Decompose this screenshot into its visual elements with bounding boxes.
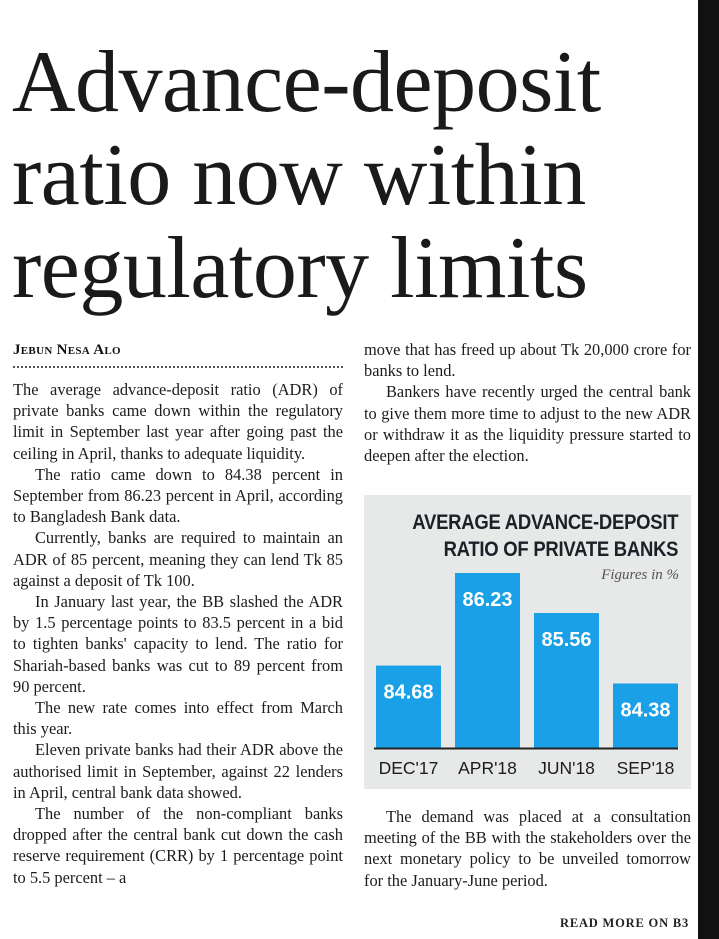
article-column-2-bottom <box>364 806 691 891</box>
read-more-link[interactable]: READ MORE ON B3 <box>560 916 690 930</box>
article-column-2-top <box>364 339 691 466</box>
x-tick-label: SEP'18 <box>616 758 675 778</box>
bar-value-label: 84.68 <box>383 681 434 704</box>
paragraph: The number of the non-compliant banks dropped after the central bank cut down the cash reserve requirement (CRR) by 1 percentage point to 5.5 percent – a <box>13 804 343 887</box>
bar-value-label: 85.56 <box>541 629 592 652</box>
x-tick-label: DEC'17 <box>378 758 439 778</box>
headline <box>12 36 702 315</box>
chart-panel <box>364 495 691 789</box>
headline-line: regulatory limits <box>12 220 588 317</box>
paragraph: Eleven private banks had their ADR above the authorised limit in September, against 22 lenders in April, central bank data showed. <box>13 740 343 802</box>
paragraph: Bankers have recently urged the central bank to give them more time to adjust to the new ADR or withdraw it as the liquidity pressure started to deepen after the election. <box>364 382 691 466</box>
byline-divider <box>13 366 343 368</box>
headline-line: Advance-deposit <box>12 34 601 131</box>
chart-title <box>412 509 678 563</box>
paragraph: move that has freed up about Tk 20,000 crore for banks to lend. <box>364 340 691 381</box>
headline-line: ratio now within <box>12 127 586 224</box>
paragraph: Currently, banks are required to maintain an ADR of 85 percent, meaning they can lend Tk 85 against a deposit of Tk 100. <box>13 528 343 590</box>
paragraph: The ratio came down to 84.38 percent in September from 86.23 percent in April, according to Bangladesh Bank data. <box>13 464 343 527</box>
paragraph: In January last year, the BB slashed the ADR by 1.5 percentage points to 83.5 percent in a bid to tighten banks' capacity to lend. The ratio for Shariah-based banks was cut to 89 percent from 90 percent. <box>13 592 343 696</box>
paragraph: The demand was placed at a consultation meeting of the BB with the stakeholders over the next monetary policy to be unveiled tomorrow for the January-June period. <box>364 807 691 890</box>
article-column-1 <box>13 379 343 888</box>
bar-value-label: 86.23 <box>462 589 513 611</box>
bar-value-label: 84.38 <box>620 699 671 722</box>
byline: Jebun Nesa Alo <box>13 342 121 358</box>
bar <box>376 666 441 748</box>
x-tick-label: JUN'18 <box>538 758 595 778</box>
chart-unit-note: Figures in % <box>601 567 679 583</box>
x-tick-label: APR'18 <box>458 758 517 778</box>
chart-title-line: AVERAGE ADVANCE-DEPOSIT <box>412 510 678 534</box>
paragraph: The new rate comes into effect from March this year. <box>13 698 343 739</box>
chart-title-line: RATIO OF PRIVATE BANKS <box>443 537 678 561</box>
paragraph: The average advance-deposit ratio (ADR) of private banks came down within the regulatory limit in September last year after going past the ceiling in April, thanks to adequate liquidity. <box>13 380 343 463</box>
